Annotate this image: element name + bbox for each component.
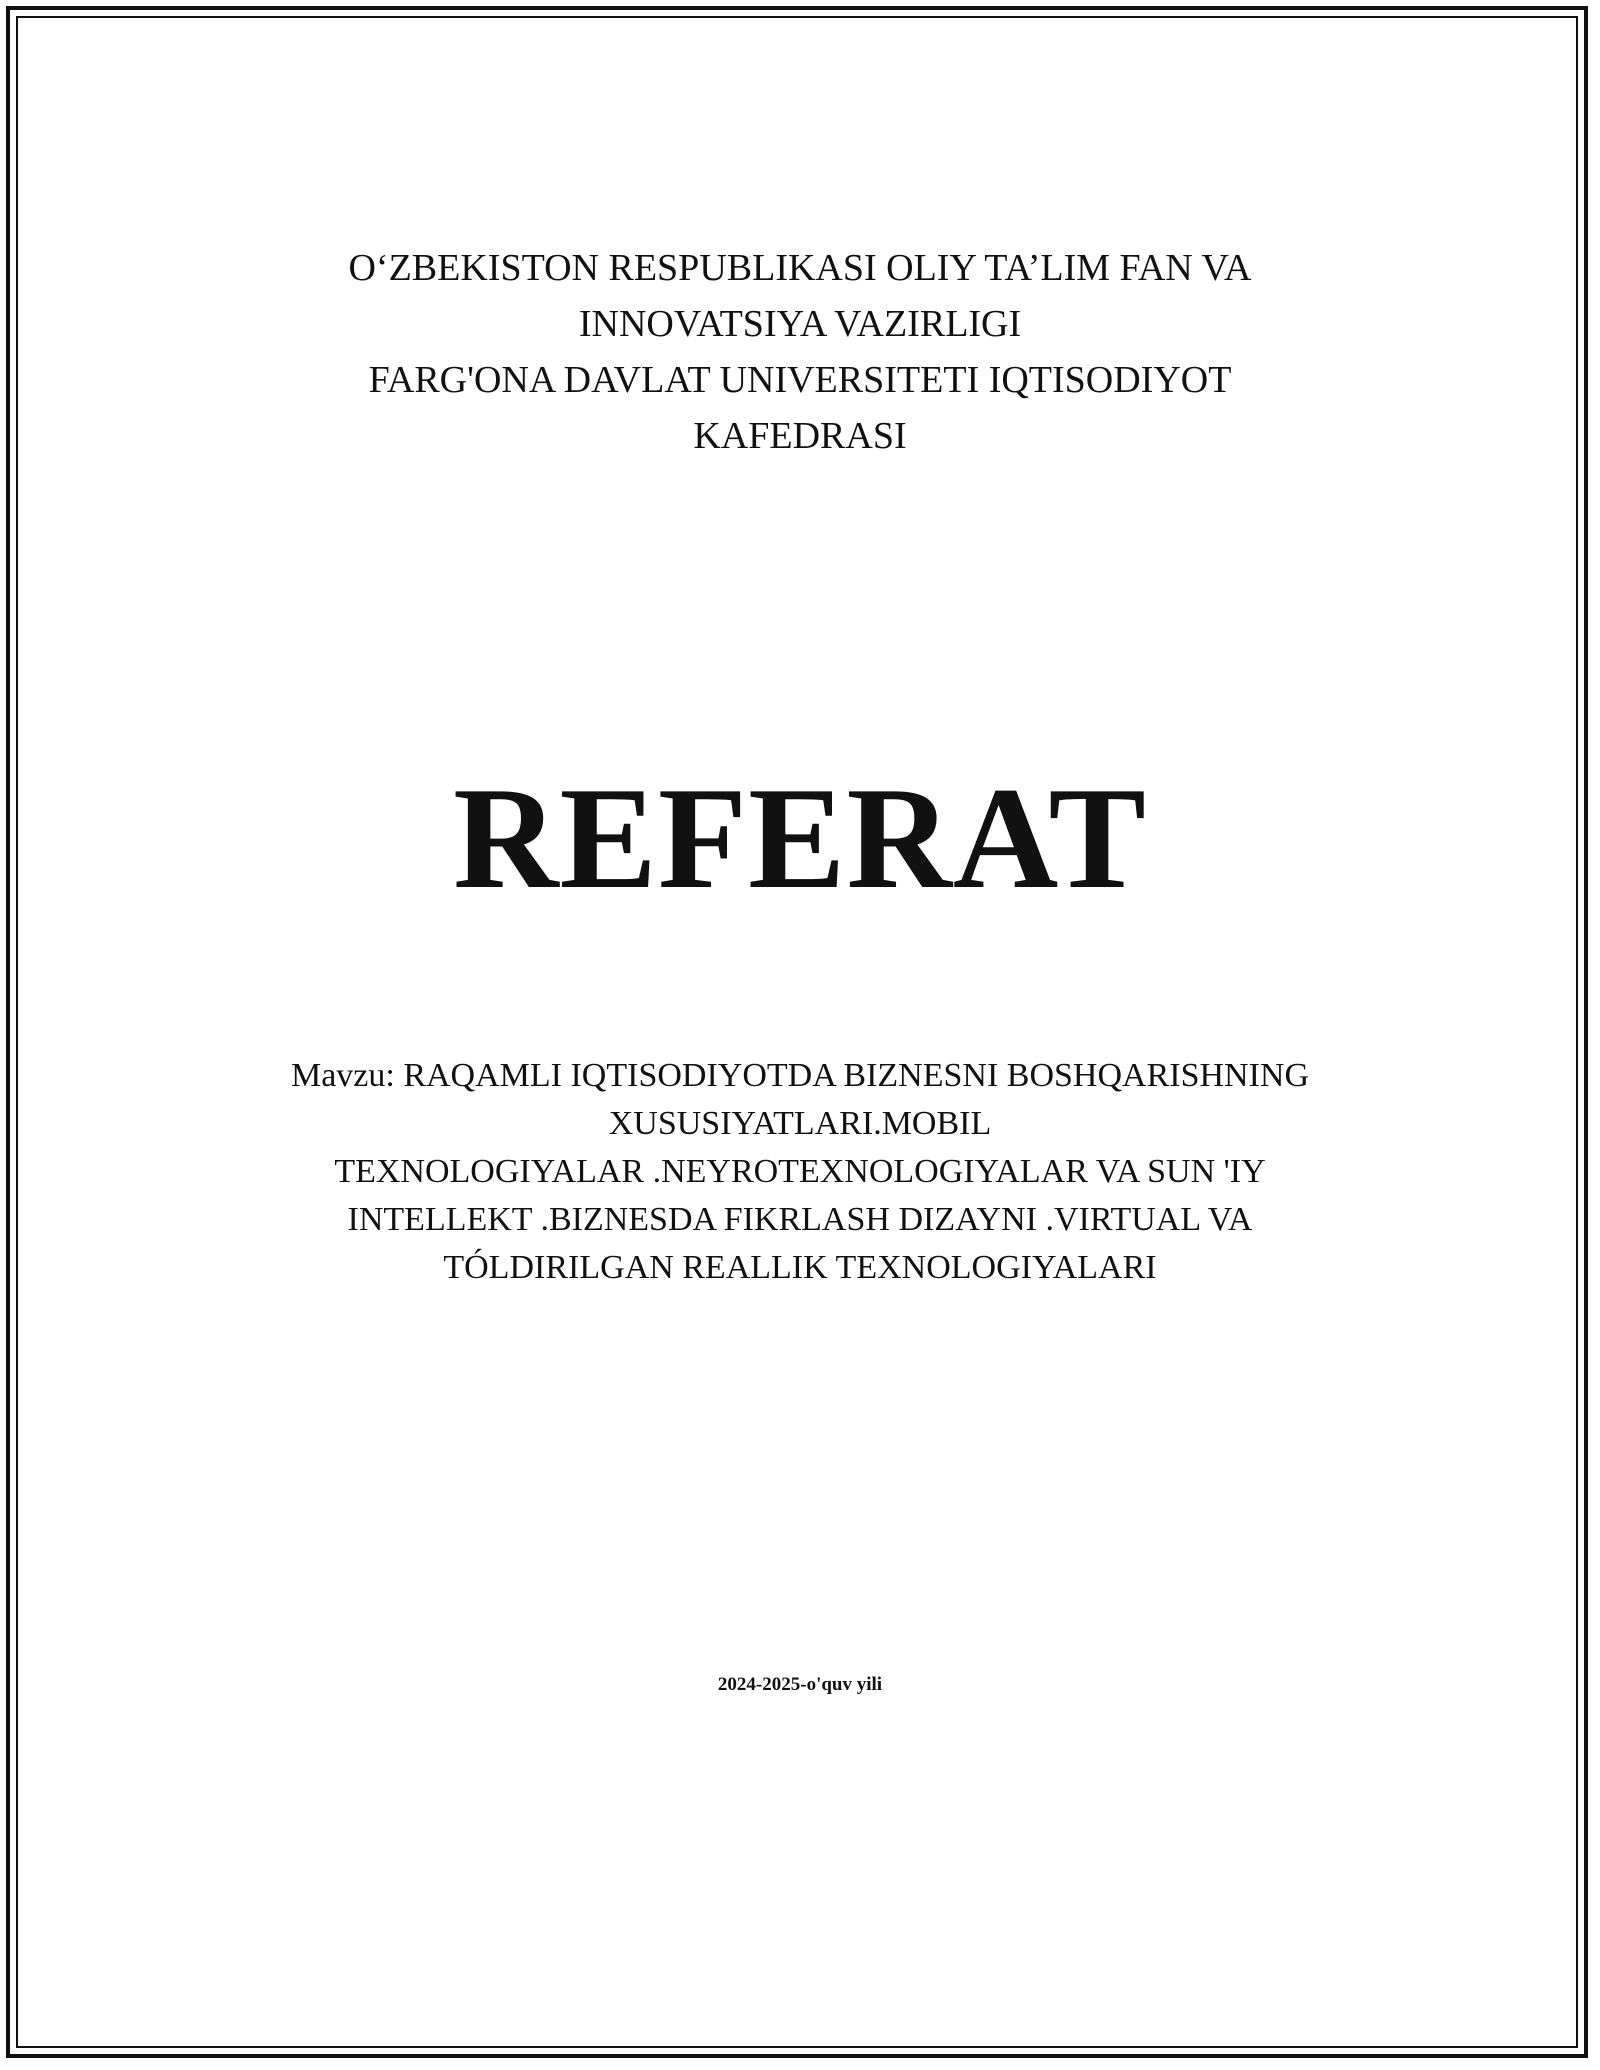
header-line: O‘ZBEKISTON RESPUBLIKASI OLIY TA’LIM FAN VA: [348, 247, 1252, 289]
header-line: KAFEDRASI: [693, 415, 907, 457]
topic-line: XUSUSIYATLARI.MOBIL: [608, 1105, 992, 1142]
topic-block: [0, 1052, 1600, 1292]
header-line: INNOVATSIYA VAZIRLIGI: [578, 303, 1022, 345]
topic-line: Mavzu: RAQAMLI IQTISODIYOTDA BIZNESNI BOSHQARISHNING: [290, 1057, 1310, 1094]
header-line: FARG'ONA DAVLAT UNIVERSITETI IQTISODIYOT: [368, 359, 1232, 401]
topic-line: TÓLDIRILGAN REALLIK TEXNOLOGIYALARI: [443, 1249, 1157, 1286]
document-title: REFERAT: [453, 757, 1147, 919]
topic-line: INTELLEKT .BIZNESDA FIKRLASH DIZAYNI .VIRTUAL VA: [347, 1201, 1253, 1238]
ministry-header: [0, 240, 1600, 464]
academic-year: 2024-2025-o'quv yili: [717, 1674, 883, 1695]
topic-line: TEXNOLOGIYALAR .NEYROTEXNOLOGIYALAR VA SUN 'IY: [334, 1153, 1266, 1190]
